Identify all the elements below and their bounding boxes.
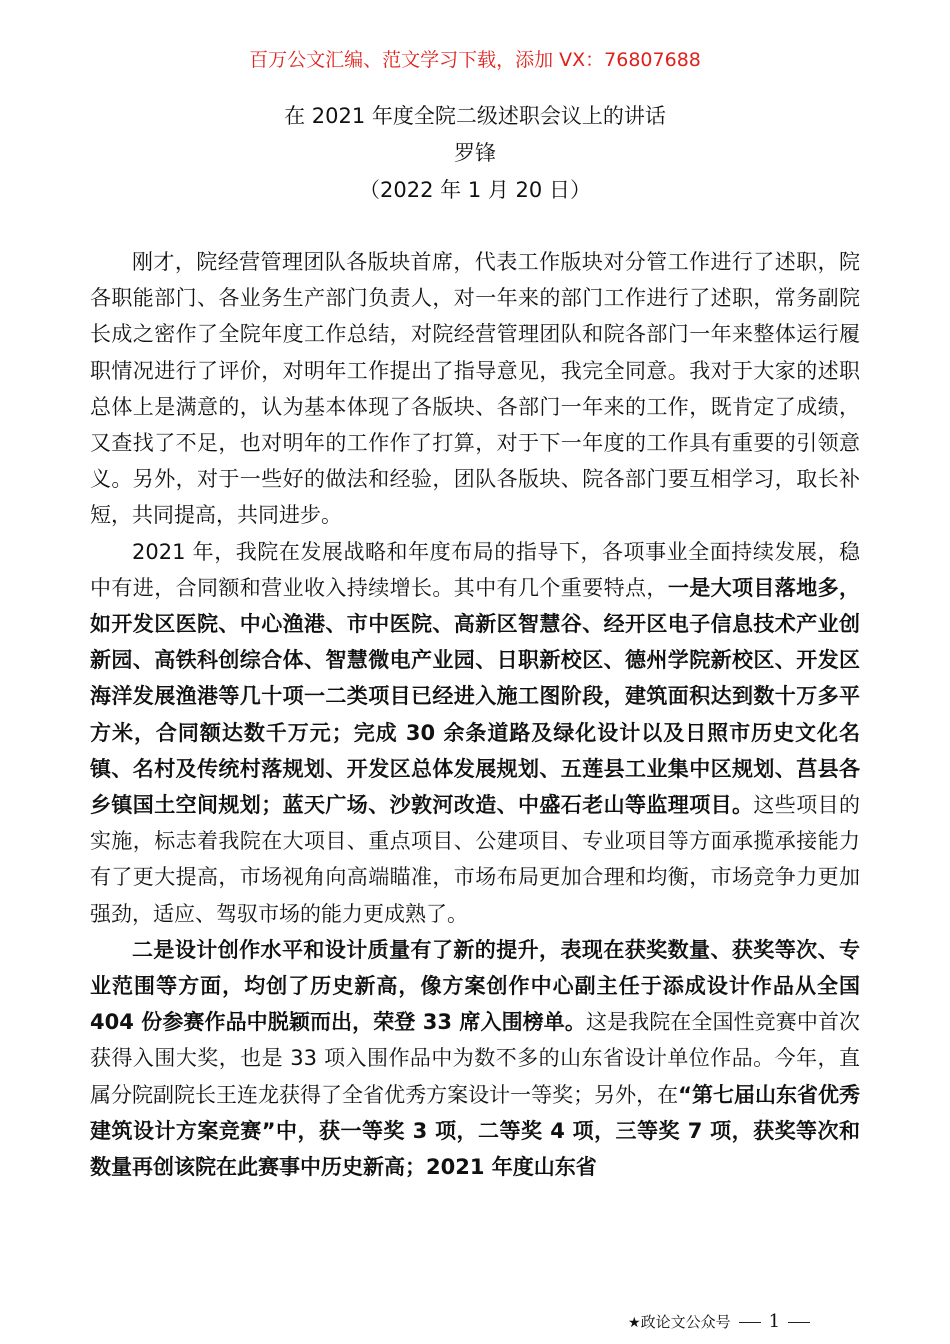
paragraph-3-highlight-a: 二是设计创作水平和设计质量有了新的提升，表现在获奖数量、获奖等次、专业范围等方面，均创了历史新高，像方案创作中心副主任于添成设计作品从全国 404 份参赛作品中脱颖而出，荣登 33 席入围榜单。 [90,937,860,1035]
footer-dash-right [788,1322,810,1323]
footer-dash-left [739,1322,761,1323]
paragraph-1 [90,244,860,534]
footer-source: 政论文公众号 [640,1313,731,1331]
paragraph-3 [90,932,860,1185]
promo-banner: 百万公文汇编、范文学习下载，添加 VX：76807688 [249,49,701,71]
paragraph-2-text-b: 这些项目的实施，标志着我院在大项目、重点项目、公建项目、专业项目等方面承揽承接能力有了更大提高，市场视角向高端瞄准，市场布局更加合理和均衡，市场竞争力更加强劲，适应、驾驭市场的能力更成熟了。 [90,793,861,926]
speech-date: （2022 年 1 月 20 日） [359,178,591,202]
paragraph-3-highlight-b: “第七届山东省优秀建筑设计方案竞赛”中，获一等奖 3 项，二等奖 4 项，三等奖 7 项，获奖等次和数量再创该院在此赛事中历史新高；2021 年度山东省 [90,1082,860,1180]
page-number: 1 [768,1311,781,1332]
title-block [0,98,950,209]
paragraph-1-text: 刚才，院经营管理团队各版块首席，代表工作版块对分管工作进行了述职，院各职能部门、各业务生产部门负责人，对一年来的部门工作进行了述职，常务副院长成之密作了全院年度工作总结，对院经营管理团队和院各部门一年来整体运行履职情况进行了评价，对明年工作提出了指导意见，我完全同意。我对于大家的述职总体上是满意的，认为基本体现了各版块、各部门一年来的工作，既肯定了成绩，又查找了不足，也对明年的工作作了打算，对于下一年度的工作具有重要的引领意义。另外，对于一些好的做法和经验，团队各版块、院各部门要互相学习，取长补短，共同提高，共同进步。 [90,250,860,528]
paragraph-2 [90,534,860,932]
page-footer [628,1312,818,1333]
speech-title: 在 2021 年度全院二级述职会议上的讲话 [284,104,666,128]
body-text [90,244,860,1185]
speaker-name: 罗锋 [454,141,496,165]
star-icon: ★ [628,1315,641,1331]
paragraph-2-highlight: 一是大项目落地多，如开发区医院、中心渔港、市中医院、高新区智慧谷、经开区电子信息技术产业创新园、高铁科创综合体、智慧微电产业园、日职新校区、德州学院新校区、开发区海洋发展渔港等几十项一二类项目已经进入施工图阶段，建筑面积达到数十万多平方米，合同额达数千万元；完成 30 余条道路及绿化设计以及日照市历史文化名镇、名村及传统村落规划、开发区总体发展规划、五莲县工业集中区规划、莒县各乡镇国土空间规划；蓝天广场、沙敦河改造、中盛石老山等监理项目。 [90,575,861,818]
paragraph-3-text: 这是我院在全国性竞赛中首次获得入围大奖，也是 33 项入围作品中为数不多的山东省设计单位作品。今年，直属分院副院长王连龙获得了全省优秀方案设计一等奖；另外，在 [90,1010,860,1107]
paragraph-2-text-a: 2021 年，我院在发展战略和年度布局的指导下，各项事业全面持续发展，稳中有进，合同额和营业收入持续增长。其中有几个重要特点， [90,539,860,600]
